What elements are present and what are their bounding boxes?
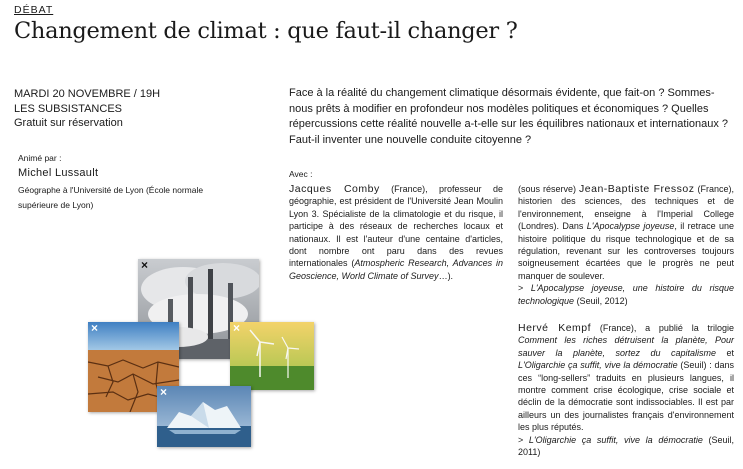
intro-paragraph: Face à la réalité du changement climatique désormais évidente, que fait-on ? Sommes-nous prêts à modifier en profondeur nos modèles politiques et économiques ? Quelles répercussions cette réalité nouvelle a-t-elle sur les équilibres nationaux et internationaux ? Faut-il inventer une nouvelle conduite citoyenne ? [289, 87, 729, 146]
close-icon[interactable]: × [141, 259, 149, 272]
close-icon[interactable]: × [233, 322, 241, 335]
event-date: MARDI 20 NOVEMBRE / 19H [14, 88, 161, 100]
event-venue: LES SUBSISTANCES [14, 102, 122, 115]
book-reference: > L'Apocalypse joyeuse, une histoire du risque technologique (Seuil, 2012) [518, 283, 734, 306]
event-info [14, 87, 160, 131]
guest-bio-kempf: Hervé Kempf (France), a publié la trilogie Comment les riches détruisent la planète, Pour sauver la planète, sortez du capitalisme et L'Oligarchie ça suffit, vive la démocratie (Seuil) : dans ces “long-sellers” traduits en plusieurs langues, il montre comment crise écologique, crise sociale et déclin de la démocratie sont indissociables. Il est par ailleurs un des journalistes français d'environnement les plus réputés. > L'Oligarchie ça suffit, vive la démocratie (Seuil, 2011) [518, 322, 734, 458]
close-icon[interactable]: × [91, 322, 99, 335]
guest-name: Hervé Kempf [518, 322, 592, 334]
iceberg-photo [157, 386, 251, 447]
close-icon[interactable]: × [160, 386, 168, 399]
moderator-role: Géographe à l'Université de Lyon (École normale supérieure de Lyon) [18, 185, 204, 210]
guest-bio-comby: Jacques Comby (France), professeur de géographie, est président de l'Université Jean Moulin Lyon 3. Spécialiste de la climatologie et du risque, il participe à des réseaux de recherches locaux et nationaux. Il est l'auteur d'une centaine d'articles, dont nombre ont paru dans des revues internationales (Atmospheric Research, Advances in Geoscience, World Climate of Survey…). [289, 183, 503, 281]
guests-label: Avec : [289, 169, 313, 179]
wind-turbines-photo [230, 322, 314, 390]
guest-bio-fressoz: (sous réserve) Jean-Baptiste Fressoz (France), historien des sciences, des techniques et de l'environnement, enseigne à l'Imperial College (Londres). Dans L'Apocalypse joyeuse, il retrace une histoire politique du risque technologique et de sa régulation, revenant sur les controverses toujours soigneusement écartées que le progrès ne peut manquer de soulever. > L'Apocalypse joyeuse, une histoire du risque technologique (Seuil, 2012) [518, 183, 734, 306]
book-reference: > L'Oligarchie ça suffit, vive la démocratie (Seuil, 2011) [518, 434, 734, 458]
page-title: Changement de climat : que faut-il changer ? [14, 18, 518, 44]
moderator-name: Michel Lussault [18, 167, 99, 179]
guest-name: Jacques Comby [289, 183, 380, 195]
moderator-label: Animé par : [18, 153, 62, 163]
guest-name: Jean-Baptiste Fressoz [579, 183, 695, 195]
section-label: DÉBAT [14, 4, 54, 16]
event-price: Gratuit sur réservation [14, 117, 123, 129]
